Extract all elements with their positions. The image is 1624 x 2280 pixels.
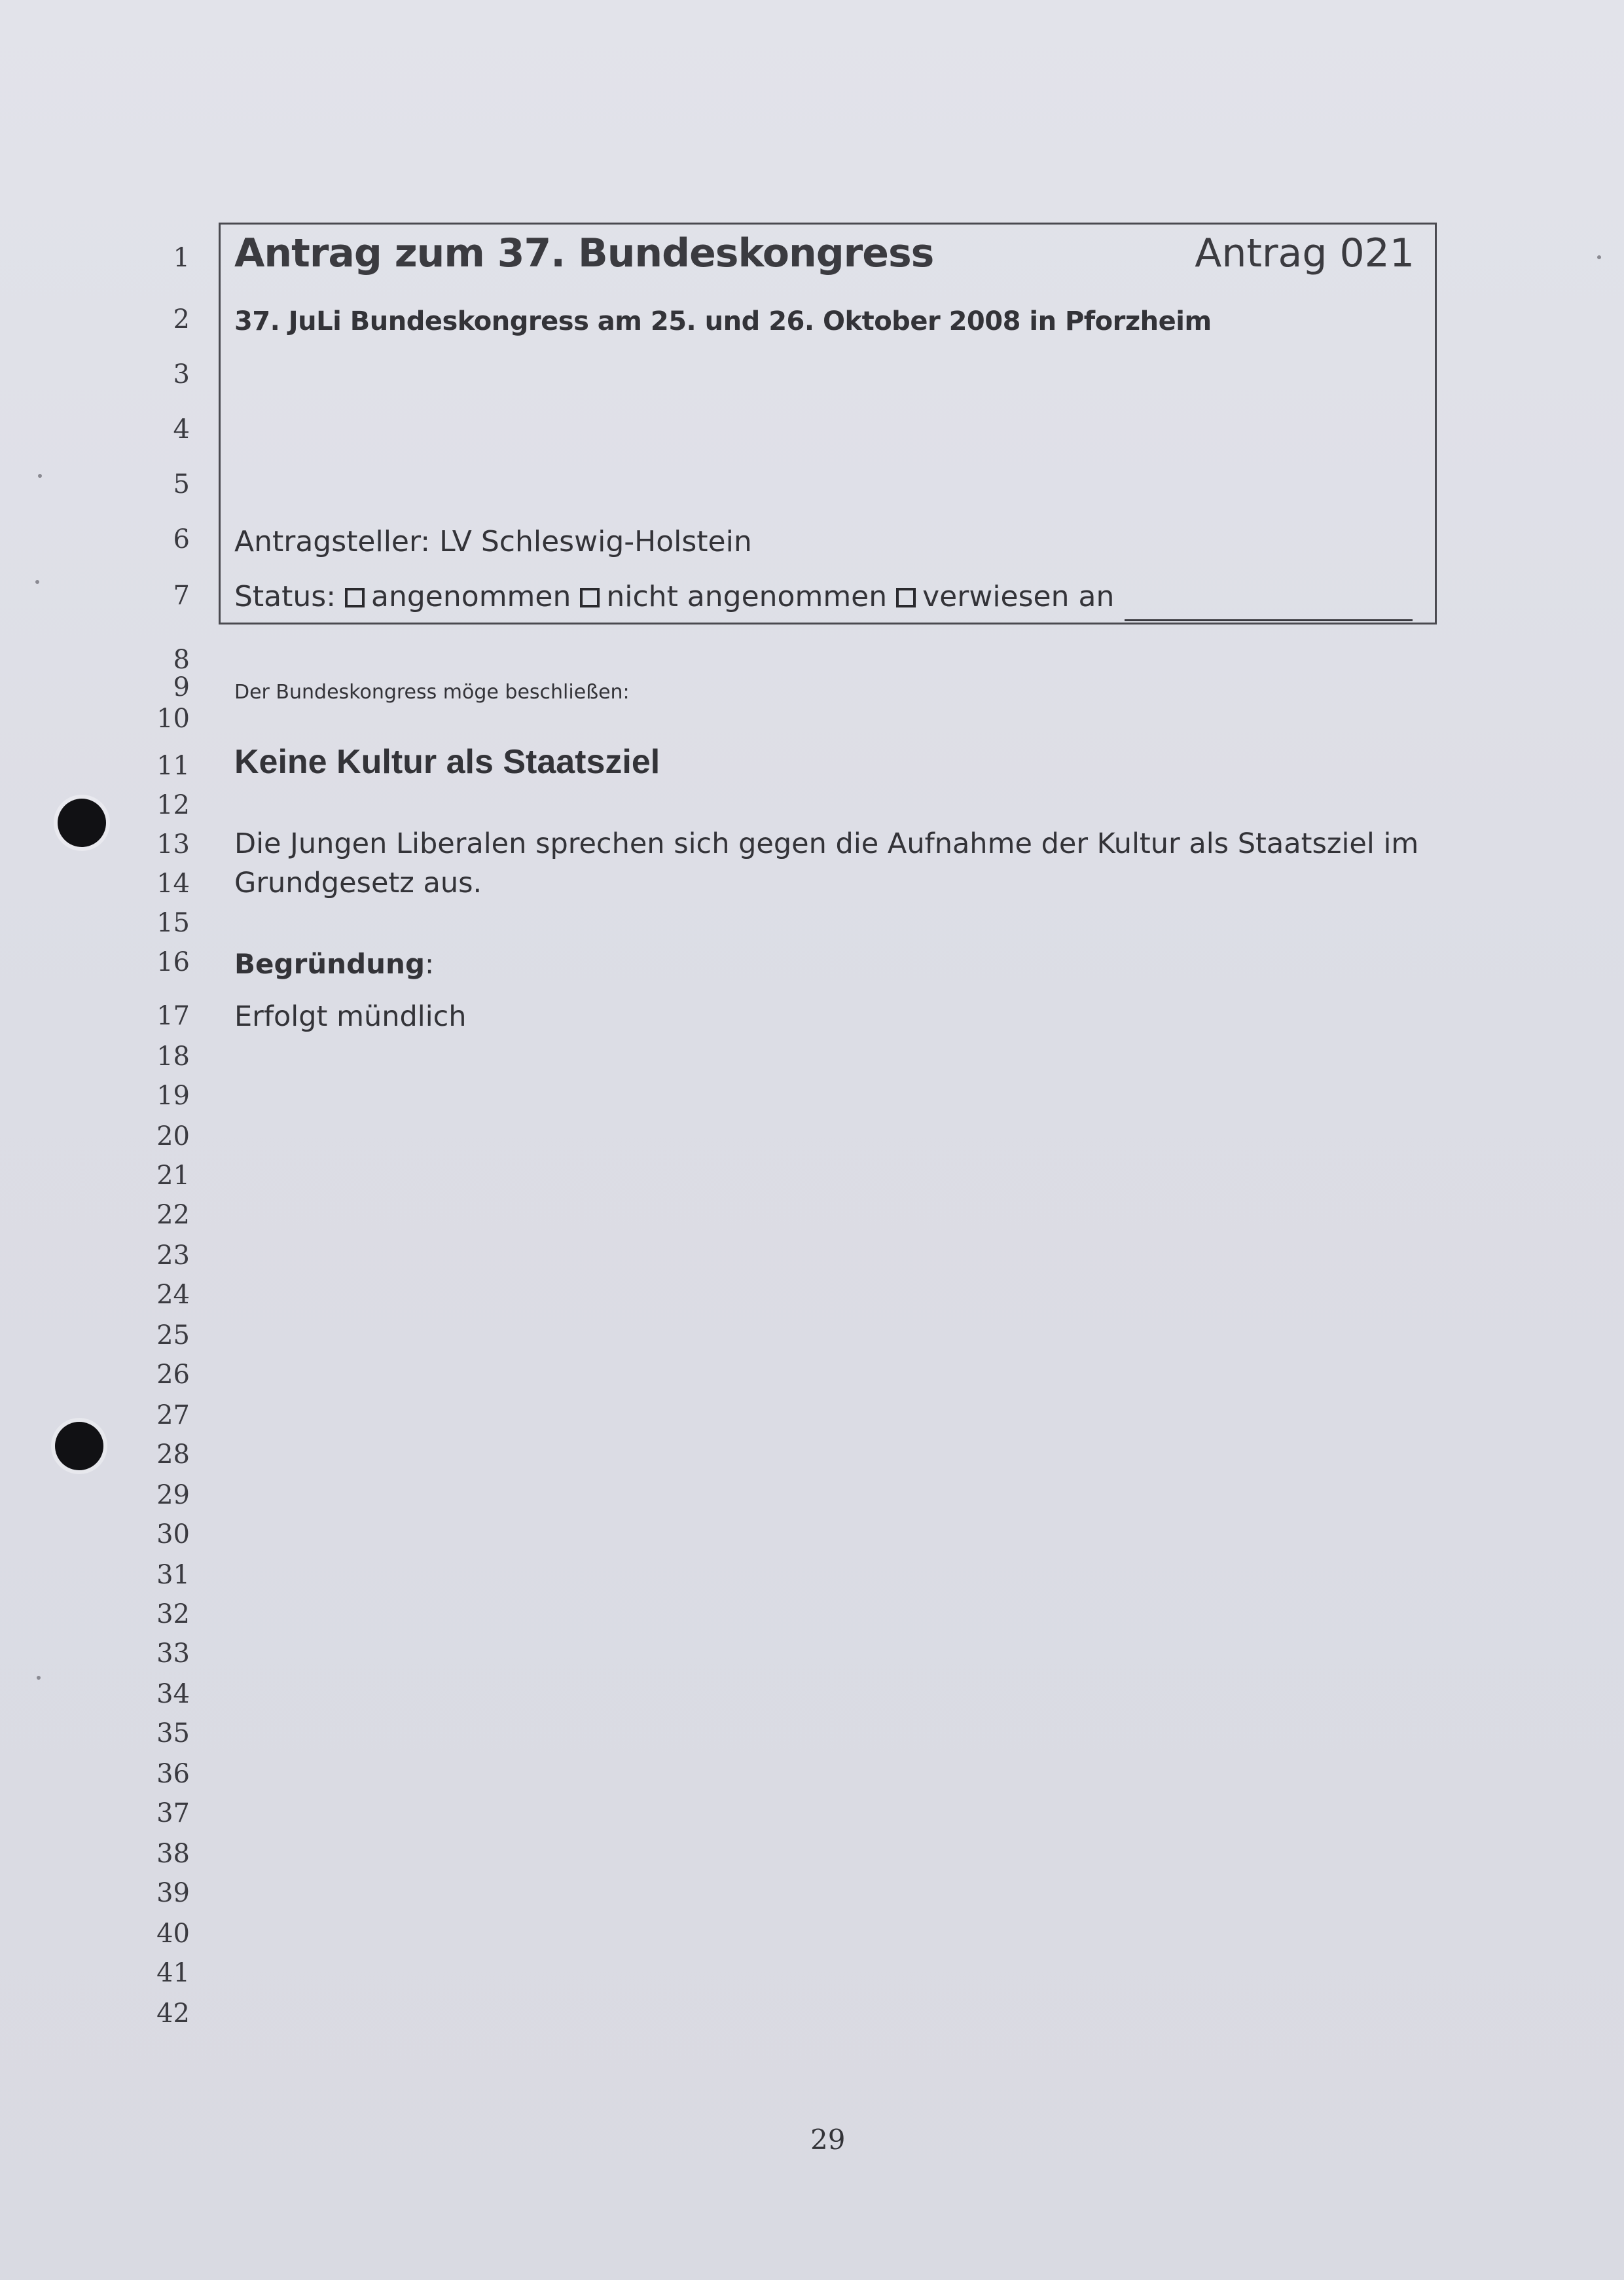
line-number: 23 — [156, 1240, 190, 1271]
motion-body-line-2: Grundgesetz aus. — [234, 867, 482, 899]
header-box — [219, 223, 1437, 624]
line-number: 41 — [156, 1958, 190, 1988]
line-number: 33 — [156, 1638, 190, 1669]
line-number: 25 — [156, 1320, 190, 1350]
line-number: 24 — [156, 1280, 190, 1310]
justification-text: Erfolgt mündlich — [234, 1000, 467, 1033]
punch-hole-bottom — [55, 1422, 103, 1470]
line-number: 15 — [156, 908, 190, 938]
line-number: 29 — [156, 1480, 190, 1510]
checkbox-nicht-angenommen[interactable] — [580, 588, 600, 607]
line-number: 21 — [156, 1161, 190, 1191]
line-number: 35 — [156, 1718, 190, 1748]
paper-speck — [38, 474, 42, 478]
line-number: 27 — [156, 1400, 190, 1430]
motion-body-line-1: Die Jungen Liberalen sprechen sich gegen die Aufnahme der Kultur als Staatsziel im — [234, 827, 1419, 860]
line-number: 11 — [156, 751, 190, 781]
checkbox-verwiesen[interactable] — [896, 588, 916, 607]
congress-subtitle: 37. JuLi Bundeskongress am 25. und 26. Oktober 2008 in Pforzheim — [234, 306, 1212, 336]
justification-heading — [234, 948, 434, 980]
applicant-line: Antragsteller: LV Schleswig-Holstein — [234, 525, 752, 558]
justification-label: Begründung — [234, 948, 425, 980]
motion-heading: Keine Kultur als Staatsziel — [234, 743, 660, 781]
line-number: 34 — [156, 1679, 190, 1709]
paper-speck — [35, 580, 39, 584]
line-number: 18 — [156, 1041, 190, 1072]
paper-speck — [1597, 255, 1601, 259]
line-number: 28 — [156, 1439, 190, 1470]
line-number: 8 — [173, 645, 190, 675]
motion-number: Antrag 021 — [1195, 230, 1415, 276]
line-number: 40 — [156, 1919, 190, 1949]
status-option-referred: verwiesen an — [922, 580, 1115, 613]
line-number: 1 — [173, 243, 190, 273]
checkbox-angenommen[interactable] — [345, 588, 365, 607]
line-number: 12 — [156, 790, 190, 820]
status-option-rejected: nicht angenommen — [606, 580, 888, 613]
referral-blank-line — [1125, 619, 1413, 621]
line-number: 14 — [156, 869, 190, 899]
page-number: 29 — [810, 2124, 846, 2156]
status-line — [234, 580, 1114, 613]
status-label: Status: — [234, 580, 336, 613]
line-number: 32 — [156, 1599, 190, 1629]
resolution-intro: Der Bundeskongress möge beschließen: — [234, 681, 630, 704]
justification-colon: : — [425, 948, 435, 980]
paper-speck — [37, 1676, 41, 1680]
line-number: 4 — [173, 414, 190, 444]
line-number: 39 — [156, 1878, 190, 1908]
line-number: 2 — [173, 304, 190, 335]
line-number: 6 — [173, 524, 190, 554]
line-number: 31 — [156, 1560, 190, 1590]
line-number: 13 — [156, 829, 190, 860]
line-number: 10 — [156, 704, 190, 734]
line-number: 7 — [173, 581, 190, 611]
punch-hole-top — [58, 799, 106, 847]
line-number: 9 — [173, 672, 190, 702]
motion-title: Antrag zum 37. Bundeskongress — [234, 230, 934, 276]
status-option-accepted: angenommen — [371, 580, 571, 613]
line-number: 5 — [173, 469, 190, 499]
line-number: 38 — [156, 1839, 190, 1869]
line-number: 16 — [156, 947, 190, 977]
line-number: 26 — [156, 1360, 190, 1390]
line-number: 42 — [156, 1999, 190, 2029]
line-number: 17 — [156, 1001, 190, 1031]
line-number: 3 — [173, 359, 190, 389]
line-number: 36 — [156, 1759, 190, 1789]
line-number: 37 — [156, 1798, 190, 1828]
line-number: 22 — [156, 1200, 190, 1230]
line-number: 19 — [156, 1081, 190, 1111]
line-number: 20 — [156, 1121, 190, 1151]
line-number: 30 — [156, 1519, 190, 1549]
